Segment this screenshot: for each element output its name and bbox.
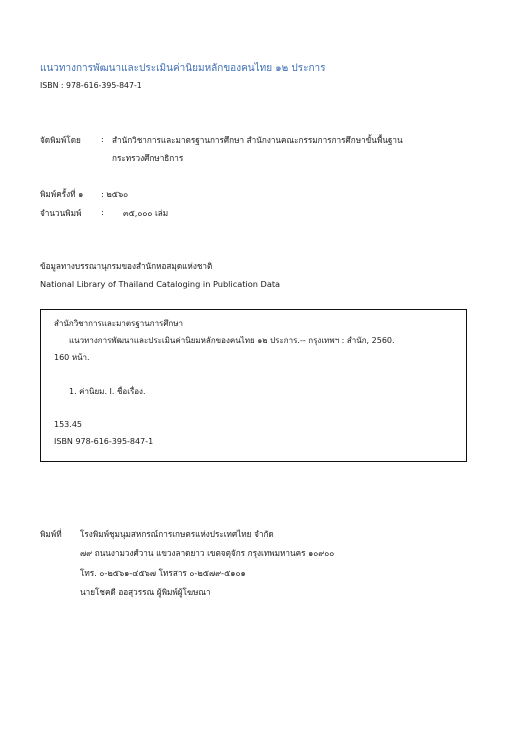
edition-label: พิมพ์ครั้งที่ ๑ <box>40 189 84 199</box>
cip-title: แนวทางการพัฒนาและประเมินค่านิยมหลักของคนไทย ๑๒ ประการ.-- กรุงเทพฯ : สำนัก, 2560. <box>69 336 395 345</box>
publisher-separator: : <box>101 134 104 144</box>
copies-value: ๓๕,๐๐๐ เล่ม <box>123 208 169 218</box>
copies-separator: : <box>101 207 104 217</box>
cip-heading-thai: ข้อมูลทางบรรณานุกรมของสำนักหอสมุดแห่งชาติ <box>40 261 213 271</box>
publisher-line-1: สำนักวิชาการและมาตรฐานการศึกษา สำนักงานคณะกรรมการการศึกษาขั้นพื้นฐาน <box>112 135 403 145</box>
printer-label: พิมพ์ที่ <box>40 529 62 539</box>
publisher-line-2: กระทรวงศึกษาธิการ <box>112 153 184 163</box>
cip-subjects: 1. ค่านิยม. I. ชื่อเรื่อง. <box>69 387 146 396</box>
cip-author: สำนักวิชาการและมาตรฐานการศึกษา <box>54 319 184 328</box>
cip-pages: 160 หน้า. <box>54 353 90 362</box>
printer-address: ๗๙ ถนนงามวงศ์วาน แขวงลาดยาว เขตจตุจักร กรุงเทพมหานคร ๑๐๙๐๐ <box>80 548 335 558</box>
publisher-label: จัดพิมพ์โดย <box>40 135 81 145</box>
printer-manager: นายโชคดี ออสุวรรณ ผู้พิมพ์ผู้โฆษณา <box>80 587 211 597</box>
copies-label: จำนวนพิมพ์ <box>40 208 82 218</box>
printer-name: โรงพิมพ์ชุมนุมสหกรณ์การเกษตรแห่งประเทศไทย จำกัด <box>80 529 274 539</box>
edition-value: : ๒๕๖๐ <box>101 189 129 199</box>
isbn-number: ISBN : 978-616-395-847-1 <box>40 81 142 90</box>
cip-classification: 153.45 <box>54 420 82 429</box>
document-title: แนวทางการพัฒนาและประเมินค่านิยมหลักของคนไทย ๑๒ ประการ <box>40 63 326 74</box>
cip-box <box>40 309 467 462</box>
printer-phone: โทร. ๐-๒๕๖๑-๔๕๖๗ โทรสาร ๐-๒๕๗๙-๕๑๐๑ <box>80 568 246 578</box>
cip-heading-english: National Library of Thailand Cataloging in Publication Data <box>40 279 281 289</box>
cip-isbn: ISBN 978-616-395-847-1 <box>54 437 154 446</box>
